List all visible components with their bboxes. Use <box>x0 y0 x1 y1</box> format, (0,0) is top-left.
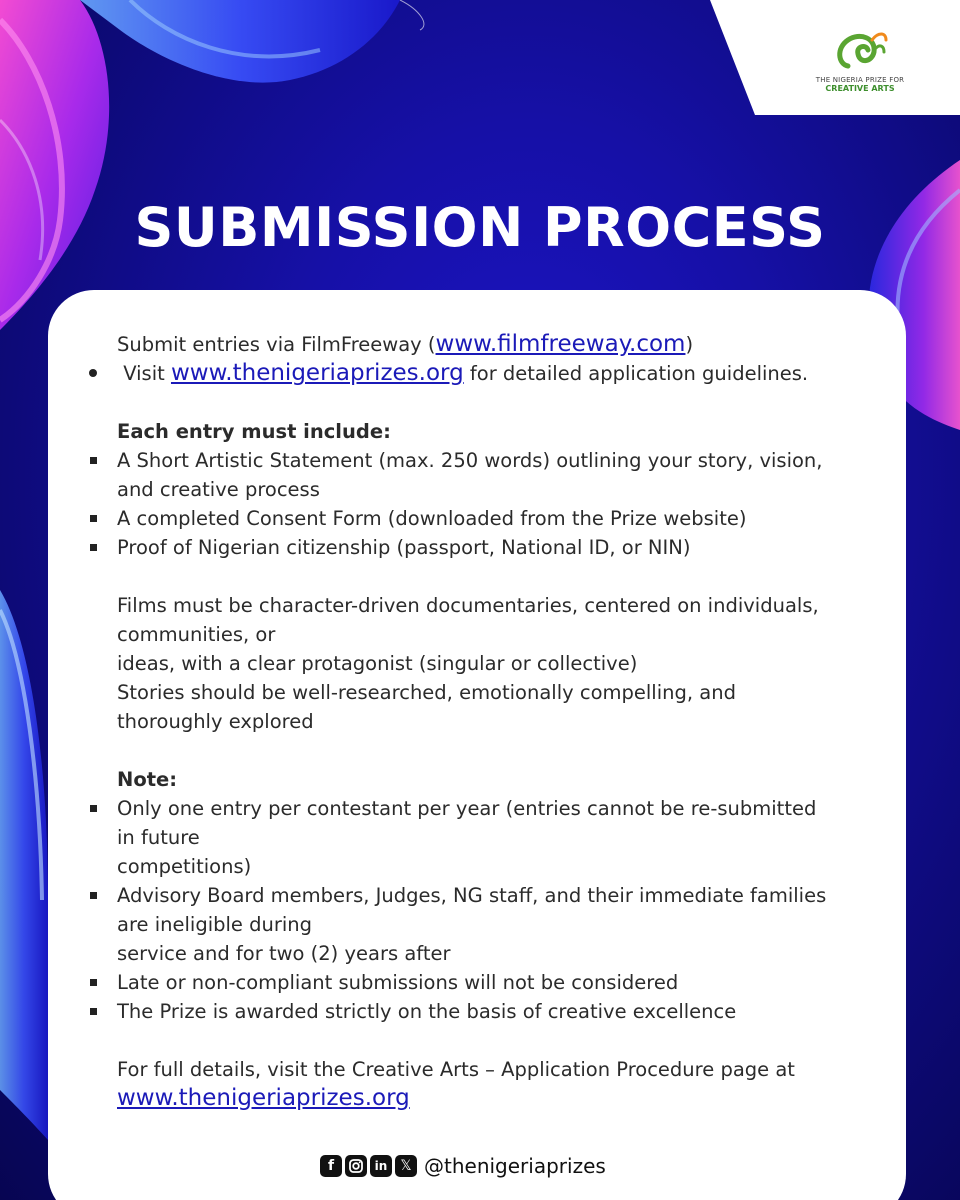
procedure-link[interactable]: www.thenigeriaprizes.org <box>117 1085 410 1111</box>
submit-suffix: ) <box>685 333 694 356</box>
bullet-icon <box>90 515 97 522</box>
spiral-logo-icon <box>826 26 906 76</box>
list-item: Late or non-compliant submissions will not be considered <box>117 968 877 997</box>
visit-prefix: Visit <box>123 362 171 385</box>
films-paragraph: Films must be character-driven documentaries, centered on individuals, communities, or ideas, with a clear protagonist (singular or collective) Stories should be well-researched, emotionally compelling, and thoroughly explored <box>117 594 819 733</box>
linkedin-icon[interactable]: in <box>370 1155 392 1177</box>
bullet-icon <box>90 1008 97 1015</box>
visit-suffix: for detailed application guidelines. <box>463 362 809 385</box>
list-item: Proof of Nigerian citizenship (passport, National ID, or NIN) <box>117 533 877 562</box>
bullet-icon <box>90 805 97 812</box>
bullet-icon <box>90 544 97 551</box>
submit-prefix: Submit entries via FilmFreeway ( <box>117 333 436 356</box>
bullet-icon <box>90 457 97 464</box>
details-text: For full details, visit the Creative Arts – Application Procedure page at <box>117 1058 795 1081</box>
entry-heading: Each entry must include: <box>117 420 391 443</box>
list-item: Advisory Board members, Judges, NG staff, and their immediate families are ineligible during service and for two (2) years after <box>117 881 877 968</box>
social-handle[interactable]: @thenigeriaprizes <box>424 1154 606 1178</box>
submit-line <box>117 330 877 359</box>
logo-text-bottom: CREATIVE ARTS <box>825 84 895 93</box>
x-icon[interactable]: 𝕏 <box>395 1155 417 1177</box>
logo-text-top: THE NIGERIA PRIZE FOR <box>815 76 905 84</box>
list-item: A completed Consent Form (downloaded from the Prize website) <box>117 504 877 533</box>
list-item: Only one entry per contestant per year (entries cannot be re-submitted in future competitions) <box>117 794 877 881</box>
facebook-icon[interactable]: f <box>320 1155 342 1177</box>
filmfreeway-link[interactable]: www.filmfreeway.com <box>435 331 686 357</box>
guidelines-link[interactable]: www.thenigeriaprizes.org <box>170 360 464 386</box>
page-title: SUBMISSION PROCESS <box>134 196 826 259</box>
bullet-icon <box>90 979 97 986</box>
bullet-icon <box>89 369 97 377</box>
note-heading: Note: <box>117 768 178 791</box>
bullet-icon <box>90 892 97 899</box>
card-content <box>117 330 877 1113</box>
list-item: The Prize is awarded strictly on the basis of creative excellence <box>117 997 877 1026</box>
instagram-icon[interactable] <box>345 1155 367 1177</box>
visit-line <box>117 359 877 388</box>
social-bar <box>320 1152 606 1180</box>
list-item: A Short Artistic Statement (max. 250 words) outlining your story, vision, and creative process <box>117 446 877 504</box>
